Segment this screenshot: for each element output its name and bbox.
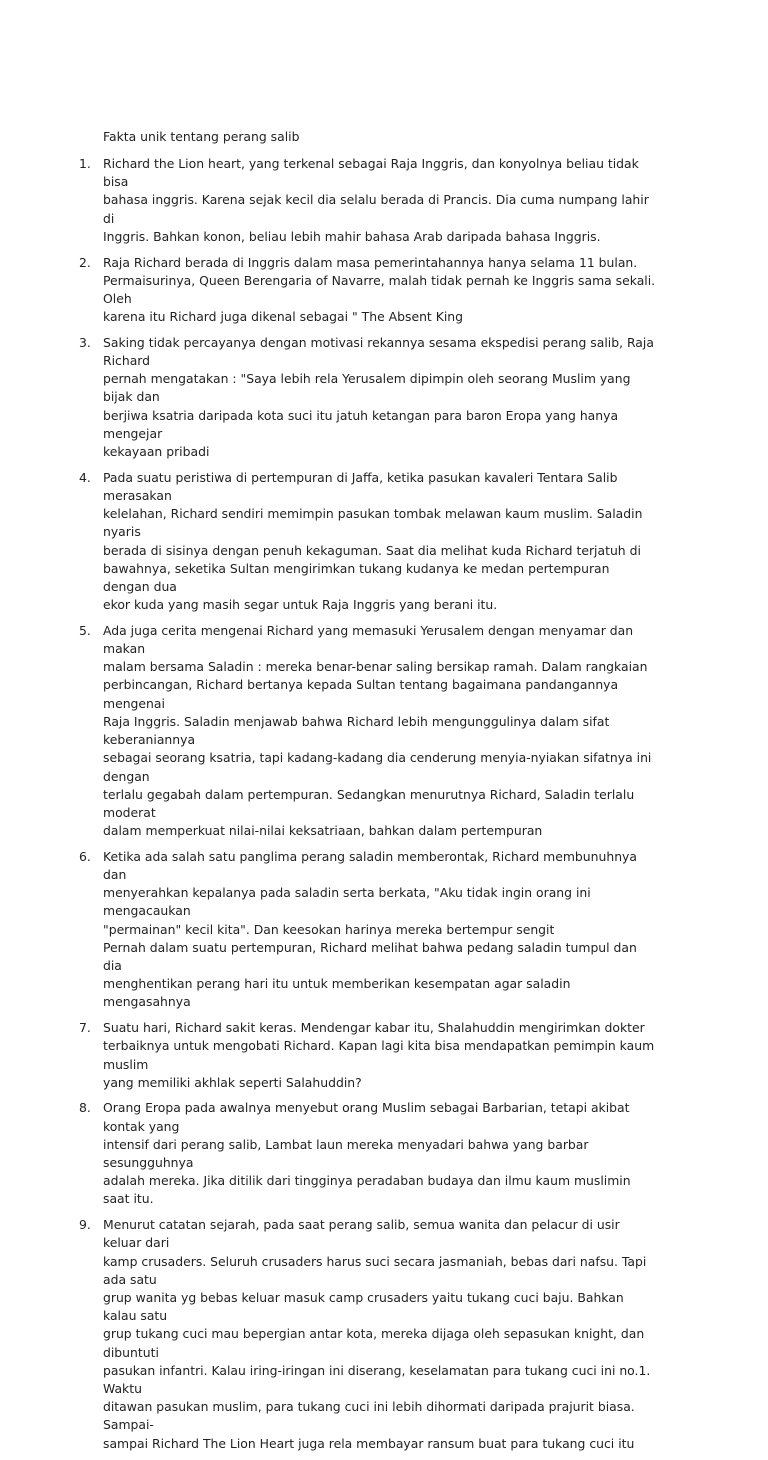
list-item	[0, 334, 768, 461]
list-item-number: 1.	[79, 156, 91, 171]
list-item	[0, 1099, 768, 1208]
list-item-number: 9.	[79, 1217, 91, 1233]
list-item-text: Suatu hari, Richard sakit keras. Mendengar kabar itu, Shalahuddin mengirimkan dokter terbaiknya untuk mengobati Richard. Kapan lagi kita bisa mendapatkan pemimpin kaum muslim yang memiliki akhlak seperti Salahuddin?	[103, 1020, 655, 1090]
facts-list	[0, 155, 768, 1460]
document-title: Fakta unik tentang perang salib	[103, 129, 300, 144]
list-item-number: 2.	[79, 254, 91, 270]
list-item-text: Raja Richard berada di Inggris dalam masa pemerintahannya hanya selama 11 bulan. Permaisurinya, Queen Berengaria of Navarre, malah tidak pernah ke Inggris sama sekali. Oleh karena itu Richard juga dikenal sebagai " The Absent King	[103, 254, 656, 325]
list-item	[0, 469, 768, 615]
list-item-number: 5.	[79, 622, 91, 638]
list-item-text: Menurut catatan sejarah, pada saat perang salib, semua wanita dan pelacur di usir keluar dari kamp crusaders. Seluruh crusaders harus suci secara jasmaniah, bebas dari nafsu. Tapi ada satu grup wanita yg bebas keluar masuk camp crusaders yaitu tukang cuci baju. Bahkan kalau satu grup tukang cuci mau bepergian antar kota, mereka dijaga oleh sepasukan knight, dan dibuntuti pasukan infantri. Kalau iring-iringan ini diserang, keselamatan para tukang cuci ini no.1. Waktu ditawan pasukan muslim, para tukang cuci ini lebih dihormati daripada prajurit biasa. Sampai- sampai Richard The Lion Heart juga rela membayar ransum buat para tukang cuci itu	[103, 1217, 651, 1451]
list-item	[0, 848, 768, 1012]
list-item-number: 8.	[79, 1100, 91, 1116]
list-item-text: Pada suatu peristiwa di pertempuran di Jaffa, ketika pasukan kavaleri Tentara Salib merasakan kelelahan, Richard sendiri memimpin pasukan tombak melawan kaum muslim. Saladin nyaris berada di sisinya dengan penuh kekaguman. Saat dia melihat kuda Richard terjatuh di bawahnya, seketika Sultan mengirimkan tukang kudanya ke medan pertempuran dengan dua ekor kuda yang masih segar untuk Raja Inggris yang berani itu.	[103, 469, 643, 613]
list-item-number: 4.	[79, 469, 91, 485]
list-item	[0, 254, 768, 327]
list-item	[0, 155, 768, 246]
list-item-text: Richard the Lion heart, yang terkenal sebagai Raja Inggris, dan konyolnya beliau tidak bisa bahasa inggris. Karena sejak kecil dia selalu berada di Prancis. Dia cuma numpang lahir di Inggris. Bahkan konon, beliau lebih mahir bahasa Arab daripada bahasa Inggris.	[103, 156, 649, 244]
list-item	[0, 1216, 768, 1453]
list-item-number: 3.	[79, 334, 91, 350]
list-item-number: 7.	[79, 1020, 91, 1036]
list-item-number: 6.	[79, 848, 91, 864]
list-item	[0, 622, 768, 840]
list-item-text: Saking tidak percayanya dengan motivasi rekannya sesama ekspedisi perang salib, Raja Richard pernah mengatakan : "Saya lebih rela Yerusalem dipimpin oleh seorang Muslim yang bijak dan berjiwa ksatria daripada kota suci itu jatuh ketangan para baron Eropa yang hanya mengejar kekayaan pribadi	[103, 334, 654, 460]
list-item-text: Ada juga cerita mengenai Richard yang memasuki Yerusalem dengan menyamar dan makan malam bersama Saladin : mereka benar-benar saling bersikap ramah. Dalam rangkaian perbincangan, Richard bertanya kepada Sultan tentang bagaimana pandangannya mengenai Raja Inggris. Saladin menjawab bahwa Richard lebih mengunggulinya dalam sifat keberaniannya sebagai seorang ksatria, tapi kadang-kadang dia cenderung menyia-nyiakan sifatnya ini dengan terlalu gegabah dalam pertempuran. Sedangkan menurutnya Richard, Saladin terlalu moderat dalam memperkuat nilai-nilai keksatriaan, bahkan dalam pertempuran	[103, 622, 652, 839]
list-item-text: Ketika ada salah satu panglima perang saladin memberontak, Richard membunuhnya dan menyerahkan kepalanya pada saladin serta berkata, "Aku tidak ingin orang ini mengacaukan "permainan" kecil kita". Dan keesokan harinya mereka bertempur sengit Pernah dalam suatu pertempuran, Richard melihat bahwa pedang saladin tumpul dan dia menghentikan perang hari itu untuk memberikan kesempatan agar saladin mengasahnya	[103, 848, 637, 1010]
list-item-text: Orang Eropa pada awalnya menyebut orang Muslim sebagai Barbarian, tetapi akibat kontak yang intensif dari perang salib, Lambat laun mereka menyadari bahwa yang barbar sesungguhnya adalah mereka. Jika ditilik dari tingginya peradaban budaya dan ilmu kaum muslimin saat itu.	[103, 1100, 631, 1207]
list-item	[0, 1019, 768, 1092]
